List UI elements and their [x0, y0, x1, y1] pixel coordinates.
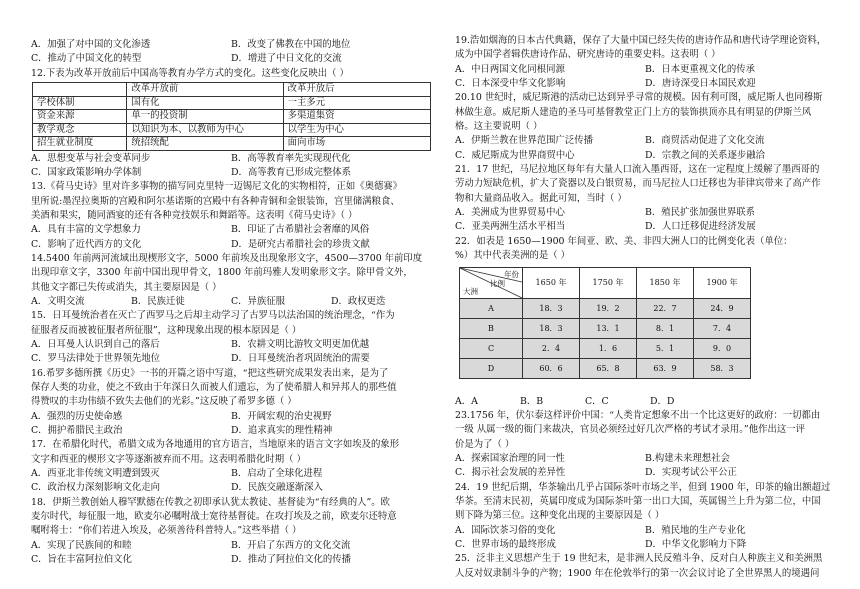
q21-options-row2	[455, 220, 835, 234]
table-header-cell: 1900 年	[694, 267, 751, 298]
q13-option-d[interactable]: D．是研究古希腊社会的珍贵文献	[231, 238, 370, 250]
q21-stem-line: 21．17 世纪，马尼拉地区每年有大量人口流入墨西哥，这在一定程度上缓解了墨西哥的	[455, 164, 820, 176]
q14-stem-line: 出现印章文字，3300 年前中国出现甲骨文，1800 年前玛雅人发明象形文字。除甲骨文外，	[31, 267, 413, 279]
table-row	[33, 83, 431, 97]
q22-option-b[interactable]: B．B	[520, 395, 544, 407]
q25-stem-line: 人反对奴隶制斗争的产物；1900 年在伦敦举行的第一次会议讨论了全世界黑人的境遇问	[455, 567, 820, 579]
q15-option-c[interactable]: C．罗马法律处于世界领先地位	[31, 353, 161, 365]
q18-stem-line: 麦尔时代，每征服一地，欧麦尔必嘱咐战士宽待基督徒。在攻打埃及之前，欧麦尔还特意	[31, 511, 397, 523]
q17-options-row2	[31, 481, 431, 495]
q12-option-d[interactable]: D．高等教育已形成完整体系	[231, 166, 352, 178]
q13-option-b[interactable]: B．印证了古希腊社会奢靡的风俗	[231, 224, 370, 236]
q24-option-a[interactable]: A．国际饮茶习俗的变化	[455, 524, 556, 536]
q19-stem-line: 19.浩如烟海的日本古代典籍，保存了大量中国已经失传的唐诗作品和唐代诗学理论资料，	[455, 35, 827, 46]
table-header-cell: 1650 年	[523, 267, 580, 298]
q11-option-d[interactable]: D．增进了中日文化的交流	[231, 53, 342, 65]
q20-stem-line: 20.10 世纪时，威尼斯港的活动已达到异乎寻常的规模。因有利可图，威尼斯人也同穆斯	[455, 92, 823, 104]
q19-option-b[interactable]: B．日本更重视文化的传承	[645, 63, 756, 75]
table-cell: 招生就业制度	[33, 137, 127, 151]
q14-option-c[interactable]: C．异族征服	[231, 295, 286, 307]
q24-options	[455, 524, 835, 538]
q23-stem-line: 价是为了（ ）	[455, 438, 515, 450]
q15-option-d[interactable]: D．日耳曼统治者巩固统治的需要	[231, 353, 370, 365]
q18-options-row2	[31, 553, 431, 567]
q18-options	[31, 539, 431, 553]
table-cell: 5．1	[637, 338, 694, 358]
q12-stem: 12.下表为改革开放前后中国高等教育办学方式的变化。这些变化反映出（ ）	[31, 67, 349, 79]
q23-options	[455, 452, 835, 466]
q23-option-a[interactable]: A．探索国家治理的同一性	[455, 452, 565, 464]
q23-options-row2	[455, 466, 835, 480]
q19-options	[455, 63, 835, 77]
table-cell	[33, 83, 127, 97]
q17-options	[31, 467, 431, 481]
q24-stem-line: 华茶。至清末民初，英属印度成为国际茶叶第一出口大国，英属锡兰上升为第二位，中国	[455, 495, 821, 507]
q17-option-a[interactable]: A．西亚北非传统文明遭到毁灭	[31, 468, 160, 480]
q18-stem-line: 嘱咐将士：“你们若进入埃及，必须善待科普特人。”这些举措（ ）	[31, 525, 302, 537]
table-row	[33, 137, 431, 151]
q16-options-row2	[31, 424, 431, 438]
q20-stem-line: 林做生意。威尼斯人建造的圣马可基督教堂正门上方的装饰拱顶亦具有明显的伊斯兰风	[455, 106, 812, 118]
q19-option-d[interactable]: D．唐诗深受日本国民欢迎	[645, 78, 756, 90]
q11-option-c[interactable]: C．推动了中国文化的转型	[31, 53, 142, 65]
q15-stem-line: 征服者反而被被征服者所征服”，这种现象出现的根本原因是（ ）	[31, 324, 302, 336]
diag-year-label: 年份	[504, 269, 519, 279]
table-cell: 18．3	[523, 318, 580, 338]
q15-stem-line: 15．日耳曼统治者在灭亡了西罗马之后却主动学习了古罗马以法治国的统治理念，“作为	[31, 310, 395, 322]
q25-stem-line: 25．泛非主义思想产生于 19 世纪末，是非洲人民反殖斗争、反对白人种族主义和美洲黑	[455, 553, 823, 565]
q16-option-d[interactable]: D．追求真实的理性精神	[231, 425, 333, 437]
q12-option-c[interactable]: C．国家政策影响办学体制	[31, 166, 142, 178]
q15-options-row2	[31, 352, 431, 366]
table-cell: 以学生为中心	[283, 123, 430, 137]
q12-option-b[interactable]: B．高等教育率先实现现代化	[231, 152, 351, 164]
q13-stem-line: 美酒和果实，随同酒宴的还有各种竞技娱乐和舞蹈等。这表明《荷马史诗》（ ）	[31, 209, 358, 221]
table-cell: 面向市场	[283, 137, 430, 151]
table-header-cell: 1850 年	[637, 267, 694, 298]
q23-stem-line: 23.1756 年，伏尔泰这样评价中国：“人类肯定想象不出一个比这更好的政府：一切都由	[455, 409, 821, 421]
q22-option-c[interactable]: C．C	[585, 395, 609, 407]
table-cell: 24．9	[694, 298, 751, 318]
table-row	[33, 96, 431, 110]
q22-stem-line: %）其中代表美洲的是（ ）	[455, 250, 571, 262]
q19-option-a[interactable]: A．中日两国文化同根同源	[455, 63, 565, 75]
table-cell: 63．9	[637, 358, 694, 378]
q14-option-a[interactable]: A．文明交流	[31, 295, 85, 307]
q18-option-a[interactable]: A．实现了民族间的和睦	[31, 539, 132, 551]
table-cell: 8．1	[637, 318, 694, 338]
q16-stem-line: 16.希罗多德所撰《历史》一书的开篇之语中写道，“把这些研究成果发表出来，是为了	[31, 367, 389, 379]
q15-options	[31, 338, 431, 352]
q14-option-b[interactable]: B．民族迁徙	[131, 295, 185, 307]
table-row	[460, 358, 751, 378]
q21-option-d[interactable]: D．人口迁移促进经济发展	[645, 221, 756, 233]
table-row	[460, 338, 751, 358]
q11-option-a[interactable]: A．加强了对中国的文化渗透	[31, 39, 151, 50]
table-row	[460, 318, 751, 338]
q13-options-row2	[31, 238, 431, 252]
q16-option-c[interactable]: C．拥护希腊民主政治	[31, 425, 123, 437]
table-header-cell: 1750 年	[580, 267, 637, 298]
q23-option-d[interactable]: D．实现考试公平公正	[645, 467, 737, 479]
table-cell: 统招统配	[127, 137, 283, 151]
table-cell: 单一的投资制	[127, 110, 283, 124]
q16-option-a[interactable]: A．强烈的历史使命感	[31, 410, 123, 422]
q22-options	[455, 395, 715, 409]
q17-option-d[interactable]: D．民族交融逐渐深入	[231, 482, 323, 494]
q19-options-row2	[455, 77, 835, 91]
q24-option-b[interactable]: B．殖民地的生产专业化	[645, 524, 746, 536]
q22-option-d[interactable]: D．D	[650, 395, 675, 407]
table-row	[33, 110, 431, 124]
table-row-label: D	[460, 358, 523, 378]
table-cell: 1．6	[580, 338, 637, 358]
q18-option-d[interactable]: D．推动了阿拉伯文化的传播	[231, 554, 352, 566]
q24-stem-line: 24．19 世纪后期，华茶输出几乎占国际茶叶市场之半，但到 1900 年，印茶的输出额超过	[455, 481, 831, 493]
q20-option-c[interactable]: C．威尼斯成为世界商贸中心	[455, 149, 575, 161]
q18-stem-line: 18．伊斯兰教创始人穆罕默德在传教之初即承认犹太教徒、基督徒为“有经典的人”。欧	[31, 496, 391, 508]
q12-options-row2	[31, 166, 431, 180]
table-cell: 7．4	[694, 318, 751, 338]
q24-option-d[interactable]: D．中华文化影响力下降	[645, 538, 747, 550]
q24-option-c[interactable]: C．世界市场的最终形成	[455, 538, 556, 550]
table-row-label: B	[460, 318, 523, 338]
q23-option-b[interactable]: B.构建未来理想社会	[645, 452, 730, 464]
q21-options	[455, 206, 835, 220]
q15-option-b[interactable]: B．农耕文明比游牧文明更加优越	[231, 339, 370, 350]
q21-option-a[interactable]: A．美洲成为世界贸易中心	[455, 207, 565, 219]
q17-stem-line: 17．在希腊化时代，希腊文成为各地通用的官方语言，当地原来的语言文字如埃及的象形	[31, 439, 400, 451]
q21-stem-line: 劳动力短缺危机，扩大了瓷器以及白银贸易，而马尼拉人口迁移也为菲律宾带来了高产作	[455, 178, 821, 190]
table-cell: 资金来源	[33, 110, 127, 124]
table-row	[460, 298, 751, 318]
diag-ratio-label: 比例	[490, 278, 505, 288]
table-cell: 9．0	[694, 338, 751, 358]
q20-stem-line: 格。这主要说明（ ）	[455, 121, 543, 133]
q14-option-d[interactable]: D．政权更迭	[331, 295, 386, 307]
table-cell: 60．6	[523, 358, 580, 378]
q24-stem-line: 则下降为第三位。这种变化出现的主要原因是（ ）	[455, 510, 665, 522]
q13-option-a[interactable]: A．具有丰富的文学想象力	[31, 224, 141, 236]
table-cell: 13．1	[580, 318, 637, 338]
q20-option-d[interactable]: D．宗教之间的关系逐步融洽	[645, 149, 766, 161]
table-row-label: C	[460, 338, 523, 358]
table-cell: 以知识为本、以教师为中心	[127, 123, 283, 137]
q18-option-c[interactable]: C．旨在丰富阿拉伯文化	[31, 554, 132, 566]
q20-option-b[interactable]: B．商贸活动促进了文化交流	[645, 135, 765, 147]
table-cell: 多渠道集资	[283, 110, 430, 124]
q21-option-c[interactable]: C．亚美两洲生活水平相当	[455, 221, 566, 233]
table-cell: 18．3	[523, 298, 580, 318]
table-cell: 学校体制	[33, 96, 127, 110]
q15-option-a[interactable]: A．日耳曼人认识到自己的落后	[31, 339, 160, 350]
table-row	[460, 267, 751, 298]
q22-table-wrapper	[459, 267, 751, 393]
q13-options	[31, 223, 431, 237]
left-column	[31, 38, 431, 568]
q16-option-b[interactable]: B．开阔宏观的治史视野	[231, 410, 332, 422]
q13-stem-line: 13.《荷马史诗》里对许多事物的描写同克里特一迈锡尼文化的实物相符，正如《奥德赛》	[31, 181, 403, 193]
q16-stem-line: 保存人类的功业，使之不致由于年深日久而被人们遗忘，为了使希腊人和异邦人的那些值	[31, 382, 397, 394]
table-cell: 19．2	[580, 298, 637, 318]
table-header-cell: 改革开放后	[283, 83, 430, 97]
q17-option-c[interactable]: C．政治权力深刻影响文化走向	[31, 482, 161, 494]
q12-table	[32, 82, 431, 151]
q23-option-c[interactable]: C．揭示社会发展的差异性	[455, 467, 566, 479]
table-row-label: A	[460, 298, 523, 318]
q19-option-c[interactable]: C．日本深受中华文化影响	[455, 78, 566, 90]
table-cell: 22．7	[637, 298, 694, 318]
q12-option-a[interactable]: A．思想变革与社会变革同步	[31, 152, 151, 164]
table-diagonal-header	[460, 267, 523, 298]
q20-options-row2	[455, 149, 835, 163]
q14-stem-line: 其他文字都已失传或消失，其主要原因是（ ）	[31, 281, 222, 293]
q12-options	[31, 152, 431, 166]
q11-options	[31, 38, 431, 52]
q17-option-b[interactable]: B．启动了全球化进程	[231, 468, 323, 480]
table-cell: 国有化	[127, 96, 283, 110]
table-cell: 教学观念	[33, 123, 127, 137]
q14-stem-line: 14.5400 年前两河流域出现楔形文字，5000 年前埃及出现象形文字，4500—3700 年前印度	[31, 252, 423, 264]
q21-option-b[interactable]: B．殖民扩张加强世界联系	[645, 207, 756, 219]
table-cell: 2．4	[523, 338, 580, 358]
q23-stem-line: 一级 从属一级的衙门来裁决，官员必须经过好几次严格的考试才录用。”他作出这一评	[455, 424, 805, 436]
q18-option-b[interactable]: B．开启了东西方的文化交流	[231, 539, 351, 551]
q21-stem-line: 物和大量商品收入。据此可知，当时（ ）	[455, 192, 627, 204]
table-row	[33, 123, 431, 137]
table-header-cell: 改革开放前	[127, 83, 283, 97]
table-cell: 65．8	[580, 358, 637, 378]
table-cell: 58．3	[694, 358, 751, 378]
q16-stem-line: 得赞叹的丰功伟绩不致失去他们的光彩。”这反映了希罗多德（ ）	[31, 396, 297, 408]
q13-option-c[interactable]: C．影响了近代西方的文化	[31, 238, 142, 250]
q24-options-row2	[455, 538, 835, 552]
q19-stem-line: 成为中国学者辑佚唐诗作品、研究唐诗的重要史料。这表明（ ）	[455, 49, 721, 61]
table-cell: 一主多元	[283, 96, 430, 110]
q20-option-a[interactable]: A．伊斯兰教在世界范围广泛传播	[455, 135, 594, 147]
q22-table	[459, 267, 751, 379]
q14-options	[31, 295, 431, 309]
q22-option-a[interactable]: A．A	[455, 395, 478, 407]
q16-options	[31, 410, 431, 424]
right-column	[455, 34, 835, 581]
q17-stem-line: 文字和西亚的楔形文字等逐渐被弃而不用。这表明希腊化时期（ ）	[31, 453, 306, 465]
q13-stem-line: 里所说:墨涅拉奥斯的宫殿和阿尔基诺斯的宫殿中有各种青铜和金银装饰，宫里储满粮食、	[31, 195, 400, 207]
q22-stem-line: 22．如表是 1650—1900 年间亚、欧、美、非四大洲人口的比例变化表（单位：	[455, 235, 793, 247]
q20-options	[455, 134, 835, 148]
diag-continent-label: 大洲	[463, 286, 478, 296]
q11-options-row2	[31, 52, 431, 66]
q11-option-b[interactable]: B．改变了佛教在中国的地位	[231, 39, 351, 50]
